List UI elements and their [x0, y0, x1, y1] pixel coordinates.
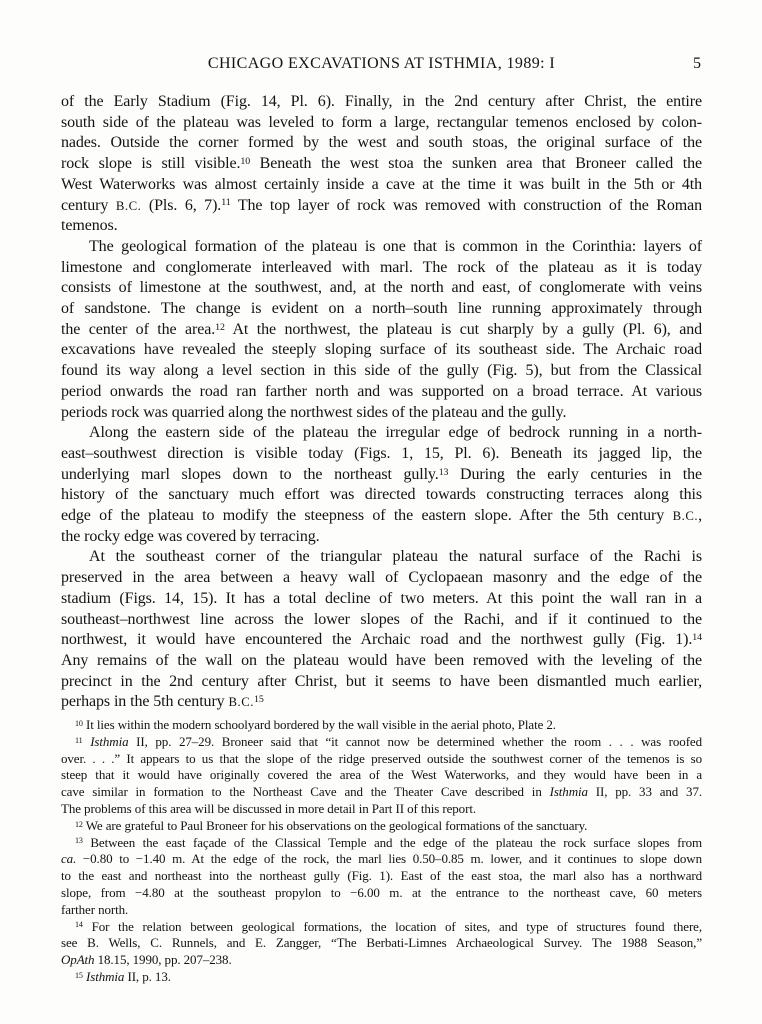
text-line: east–southwest direction is visible today (Figs. 1, 15, Pl. 6). Beneath its jagged lip, the [61, 444, 702, 462]
text-line: century B.C. (Pls. 6, 7).$^{11}$ The top layer of rock was removed with construction of the Roman [61, 196, 702, 214]
text-line: cave similar in formation to the Northeast Cave and the Theater Cave described in Isthmia II, pp. 33 and 37. [61, 784, 703, 800]
text-line: over. . . .” It appears to us that the slope of the ridge preserved outside the southwest corner of the temenos is so [61, 750, 702, 766]
page-number: 5 [693, 55, 701, 72]
text-line: The geological formation of the plateau is one that is common in the Corinthia: layers of [89, 237, 702, 255]
text-line: rock slope is still visible.$^{10}$ Beneath the west stoa the sunken area that Broneer called the [61, 155, 702, 173]
text-line: $^{10}$ It lies within the modern schoolyard bordered by the wall visible in the aerial photo, Plate 2. [75, 717, 556, 733]
text-line: $^{12}$ We are grateful to Paul Broneer for his observations on the geological formations of the sanctuary. [75, 817, 588, 833]
text-line: history of the sanctuary much effort was directed towards constructing terraces along this [61, 486, 702, 504]
paragraph [61, 969, 702, 986]
text-line: the rocky edge was covered by terracing. [61, 527, 320, 545]
text-line: of the Early Stadium (Fig. 14, Pl. 6). Finally, in the 2nd century after Christ, the entire [61, 93, 702, 110]
text-line: preserved in the area between a heavy wall of Cyclopaean masonry and the edge of the [61, 569, 702, 587]
text-line: edge of the plateau to modify the steepness of the eastern slope. After the 5th century B.C., [61, 507, 702, 525]
text-line: precinct in the 2nd century after Christ, but it seems to have been dismantled much earlier, [61, 672, 702, 690]
text-line: Any remains of the wall on the plateau would have been removed with the leveling of the [61, 651, 702, 669]
text-line: farther north. [61, 901, 129, 917]
text-line: $^{14}$ For the relation between geological formations, the location of sites, and type of structures found there, [75, 918, 702, 934]
text-line: $^{11}$ Isthmia II, pp. 27–29. Broneer said that “it cannot now be determined whether the room . . . was roofed [75, 733, 702, 749]
paragraph [61, 547, 702, 713]
running-title: CHICAGO EXCAVATIONS AT ISTHMIA, 1989: I [207, 55, 556, 72]
text-line: limestone and conglomerate interleaved with marl. The rock of the plateau as it is today [61, 258, 702, 276]
text-line: West Waterworks was almost certainly inside a cave at the time it was built in the 5th or 4th [61, 175, 702, 193]
text-line: OpAth 18.15, 1990, pp. 207–238. [61, 952, 232, 968]
paragraph [61, 92, 702, 237]
text-line: southeast–northwest line across the lower slopes of the Rachi, and if it continued to the [61, 610, 702, 628]
text-line: consists of limestone at the southwest, and, at the north and east, of conglomerate with veins [61, 279, 702, 297]
text-line: At the southeast corner of the triangular plateau the natural surface of the Rachi is [89, 548, 702, 566]
text-line: south side of the plateau was leveled to form a large, rectangular temenos enclosed by colon- [61, 113, 702, 131]
paragraph [61, 717, 702, 734]
text-line: found its way along a level section in this side of the gully (Fig. 5), but from the Classical [61, 362, 702, 380]
text-column [61, 55, 702, 986]
text-line: the center of the area.$^{12}$ At the northwest, the plateau is cut sharply by a gully (Pl. 6), and [61, 320, 702, 338]
body-text [61, 92, 702, 713]
paragraph [61, 835, 702, 919]
text-line: see B. Wells, C. Runnels, and E. Zangger, “The Berbati-Limnes Archaeological Survey. The 1988 Season,” [61, 935, 702, 951]
text-line: Along the eastern side of the plateau the irregular edge of bedrock running in a north- [89, 424, 702, 442]
text-line: $^{15}$ Isthmia II, p. 13. [75, 969, 171, 985]
text-line: ca. −0.80 to −1.40 m. At the edge of the rock, the marl lies 0.50–0.85 m. lower, and it continues to slope down [61, 851, 702, 867]
text-line: excavations have revealed the steeply sloping surface of its southeast side. The Archaic road [61, 341, 702, 359]
paragraph [61, 919, 702, 969]
text-line: temenos. [61, 217, 118, 235]
page-header [61, 55, 702, 92]
text-line: steep that it would have originally covered the area of the West Waterworks, and they would have been in a [61, 767, 702, 783]
text-line: period onwards the road ran farther north and was supported on a broad terrace. At various [61, 382, 702, 400]
text-line: stadium (Figs. 14, 15). It has a total decline of two meters. At this point the wall ran in a [61, 589, 702, 607]
paragraph [61, 734, 702, 818]
text-line: slope, from −4.80 at the southeast propylon to −6.00 m. at the entrance to the northeast cave, 60 meters [61, 885, 702, 901]
text-line: northwest, it would have encountered the Archaic road and the northwest gully (Fig. 1).$^{14}$ [61, 631, 702, 649]
paragraph [61, 423, 702, 547]
text-line: to the east and northeast into the northeast gully (Fig. 1). East of the east stoa, the marl also has a northward [61, 868, 702, 884]
footnotes [61, 717, 702, 986]
text-line: The problems of this area will be discussed in more detail in Part II of this report. [61, 801, 476, 817]
text-line: nades. Outside the corner formed by the west and south stoas, the original surface of the [61, 134, 702, 152]
paragraph [61, 237, 702, 423]
text-line: underlying marl slopes down to the northeast gully.$^{13}$ During the early centuries in the [61, 465, 702, 483]
paragraph [61, 818, 702, 835]
text-line: perhaps in the 5th century B.C.$^{15}$ [61, 693, 264, 711]
text-line: of sandstone. The change is evident on a north–south line running approximately through [61, 300, 702, 318]
text-line: $^{13}$ Between the east façade of the Classical Temple and the edge of the plateau the rock surface slopes from [75, 834, 702, 850]
text-line: periods rock was quarried along the northwest sides of the plateau and the gully. [61, 403, 567, 421]
